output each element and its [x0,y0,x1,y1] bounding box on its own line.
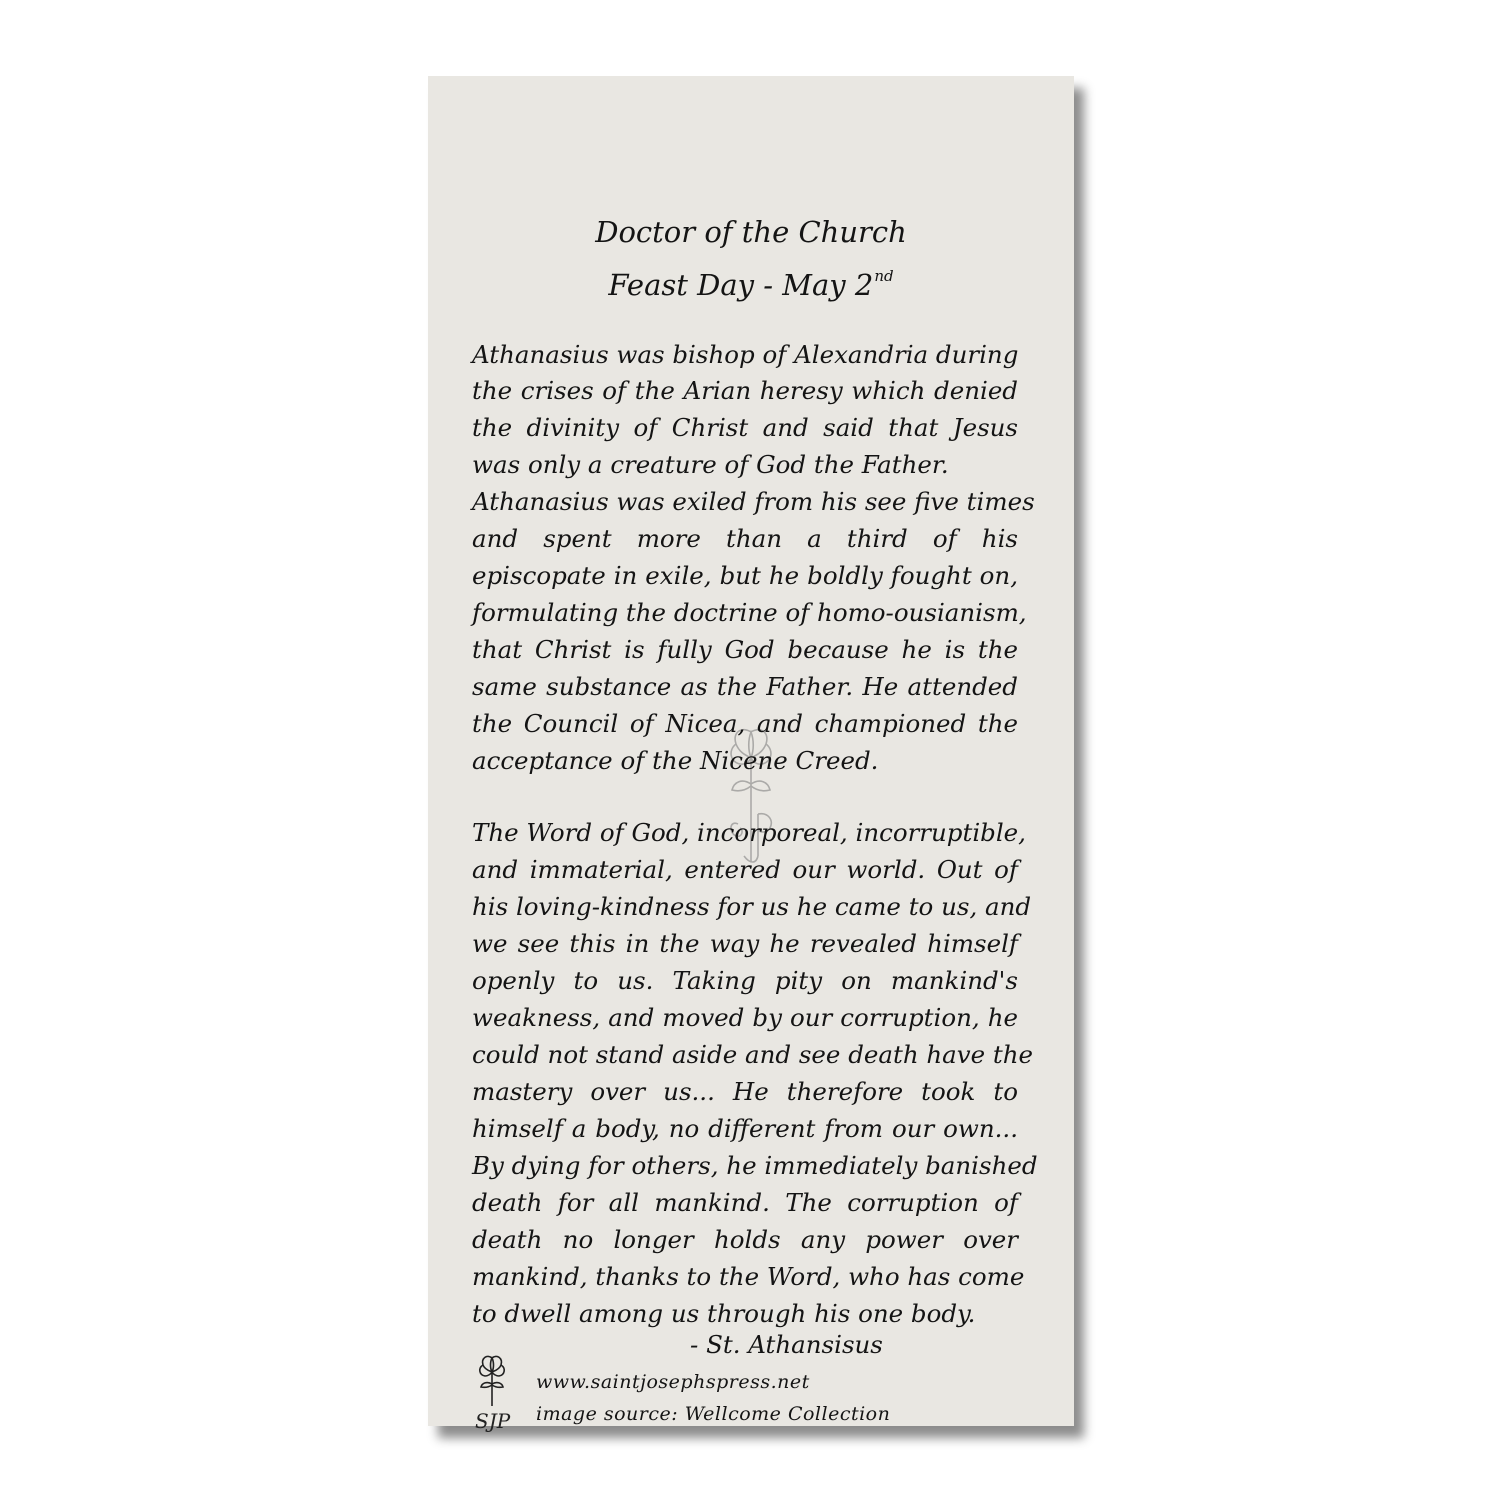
biography-line: episcopate in exile, but he boldly fought on, [472,561,1018,590]
feast-day-text: Feast Day - May 2 [608,268,874,302]
feast-day-ordinal: nd [874,267,894,285]
quote-line: his loving-kindness for us he came to us, and [472,892,1032,921]
quote-line: The Word of God, incorporeal, incorruptible, [472,818,1026,847]
lily-flower-icon [472,1354,512,1434]
biography-line: was only a creature of God the Father. [472,450,949,479]
quote-line: death for all mankind. The corruption of [472,1188,1018,1217]
quote-line: and immaterial, entered our world. Out of [472,855,1018,884]
prayer-card-back [428,76,1074,1433]
image-source-credit: image source: Wellcome Collection [536,1403,891,1425]
biography-line: acceptance of the Nicene Creed. [472,746,879,775]
quote-line: mastery over us... He therefore took to [472,1077,1018,1106]
quote-line: himself a body, no different from our own... [472,1114,1018,1143]
biography-line: that Christ is fully God because he is the [472,635,1018,664]
website-url[interactable]: www.saintjosephspress.net [536,1371,810,1393]
card-title: Doctor of the Church [595,215,907,249]
quote-line: weakness, and moved by our corruption, he [472,1003,1018,1032]
quote-line: could not stand aside and see death have the [472,1040,1034,1069]
biography-line: the crises of the Arian heresy which denied [472,376,1018,405]
quote-line: mankind, thanks to the Word, who has come [472,1262,1025,1291]
sjp-logo-text: SJP [475,1409,511,1433]
biography-line: formulating the doctrine of homo-ousianism, [472,598,1027,627]
quote-attribution: - St. Athansisus [690,1330,883,1359]
quote-line: to dwell among us through his one body. [472,1299,976,1328]
quote-line: By dying for others, he immediately banished [472,1151,1038,1180]
biography-line: the Council of Nicea, and championed the [472,709,1018,738]
biography-line: and spent more than a third of his [472,524,1018,553]
feast-day-line [428,256,1074,305]
biography-line: Athanasius was bishop of Alexandria during [472,340,1019,369]
quote-line: openly to us. Taking pity on mankind's [472,966,1018,995]
biography-line: same substance as the Father. He attended [472,672,1018,701]
biography-line: Athanasius was exiled from his see five times [472,487,1035,516]
quote-line: death no longer holds any power over [472,1225,1018,1254]
biography-line: the divinity of Christ and said that Jesus [472,413,1018,442]
quote-line: we see this in the way he revealed himself [472,929,1018,958]
